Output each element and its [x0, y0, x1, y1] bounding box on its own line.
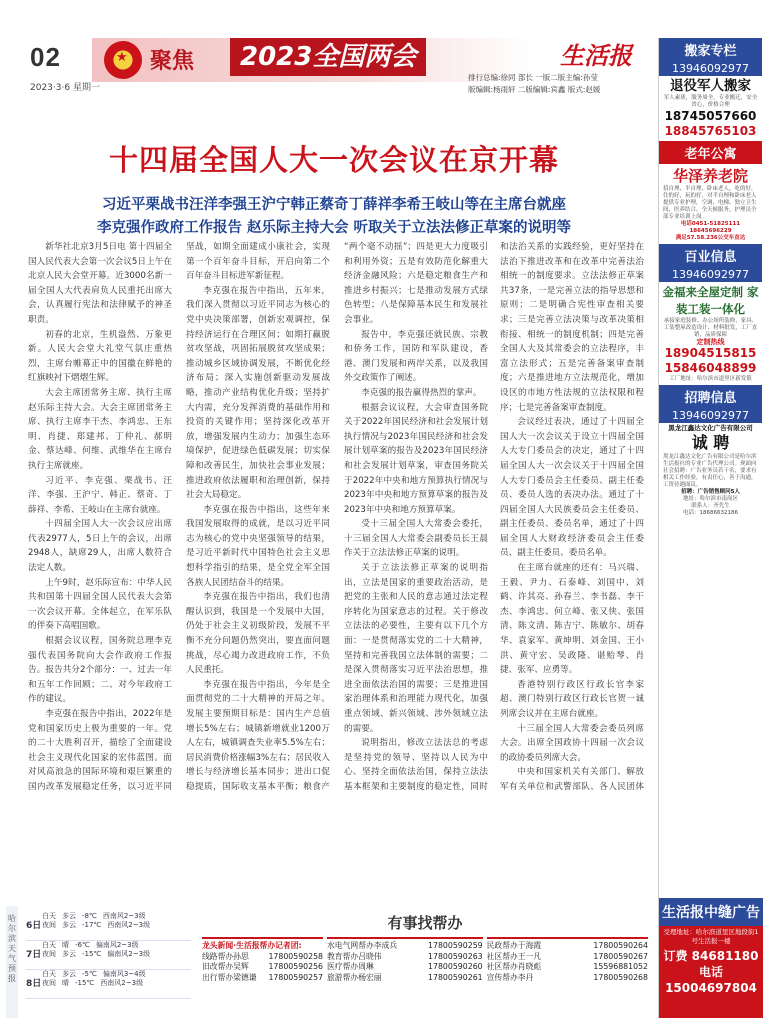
- article-column-4: 和法治关系的实践经验，更好坚持在法治下推进改革和在改革中完善法治相统一的制度要求。立法法修正草案共37条，一是完善立法的指导思想和原则；二是明确合宪性审查相关要求；三是完善立法决策与改革决策相衔接、相统一的制度机制；四是完善全国人大及其常委会的立法程序，丰富立法形式；五是完善备案审查制度；六是推进地方立法规范化，增加设区的市地方性法规的立法权限和程序；七是完善备案审查制度。 会议经过表决，通过了十四届全国人大一次会议关于设立十四届全国人大专门委员会的决定，通过了十四届全国人大一次会议关于十四届全国人大专门委员会主任委员、副主任委员、委员人选的表决办法。通过了十四届全国人大民族委员会主任委员、副主任委员、委员名单，通过了十四届全国人大财政经济委员会主任委员、副主任委员、委员名单。 在主席台就座的还有：马兴瑞、王毅、尹力、石泰峰、刘国中、刘鹤、许其亮、孙春兰、李书磊、李干杰、李鸿忠、何立峰、张又侠、张国清、陈文清、陈吉宁、陈敏尔、胡春华、袁家军、黄坤明、刘金国、王小洪、黄守宏、吴政隆、谌贻琴、肖捷、张军、应勇等。 香港特别行政区行政长官李家超、澳门特别行政区行政长官贺一诚列席会议并在主席台就座。 十三届全国人大常委会委员列席大会。出席全国政协十四届一次会议的政协委员列席大会。 中央和国家机关有关部门、解放军有关单位和武警部队、各人民团体: [500, 242, 644, 792]
- recruit-section-title: 招聘信息: [659, 385, 762, 408]
- headline-subtitle-1: 习近平栗战书汪洋李强王沪宁韩正蔡奇丁薛祥李希王岐山等在主席台就座: [102, 197, 566, 213]
- editors-credit: 排行总编:徐同 部长 一版二版主编:孙莹 版编辑:杨雨轩 二版编辑:宾鑫 版式:赵媛: [468, 73, 601, 94]
- article-column-2: 坚战，如期全面建成小康社会，实现第一个百年奋斗目标，开启向第二个百年奋斗目标进军新征程。 李克强在报告中指出，五年来，我们深入贯彻以习近平同志为核心的党中央决策部署，创新宏观调控，保持经济运行在合理区间；如期打赢脱贫攻坚战，巩固拓展脱贫攻坚成果；推动城乡区域协调发展，不断优化经济布局；深入实施创新驱动发展战略，推动产业结构优化升级；坚持扩大内需，充分发挥消费的基础作用和投资的关键作用；坚持深化改革开放，增强发展内生动力；加强生态环境保护，促进绿色低碳发展；切实保障和改善民生，加快社会事业发展；推进政府依法履职和治理创新，保持社会大局稳定。 李克强在报告中指出，这些年来我国发展取得的成就，是以习近平同志为核心的党中央坚强领导的结果，是习近平新时代中国特色社会主义思想科学指引的结果，是全党全军全国各族人民团结奋斗的结果。 李克强在报告中指出，我们也清醒认识到，我国是一个发展中大国，仍处于社会主义初级阶段，发展不平衡不充分问题仍然突出，要直面问题挑战，尽心竭力改进政府工作，不负人民重托。 李克强在报告中指出，今年是全面贯彻党的二十大精神的开局之年。发展主要预期目标是：国内生产总值增长5%左右；城镇新增就业1200万人左右，城镇调查失业率5.5%左右；居民消费价格涨幅3%左右；居民收入增长与经济增长基本同步；进出口促稳提质，国际收支基本平衡；粮食产: [186, 242, 330, 792]
- page-number: 02: [30, 42, 61, 72]
- bottom-section: [8, 906, 648, 1018]
- help-column: 龙头新闻·生活报帮办记者团: 线路帮办孙思 17800590258 旧改帮办吴辉 17800590256 出行帮办梁德谦 17800590257: [202, 937, 323, 983]
- recruit-ad: 黑龙江鑫达文化广告有限公司 诚 聘 黑龙江鑫达文化广告有限公司是哈尔滨生活报社的专业广告代理公司。现面向社会招聘：广告业务员若干名，要求有相关工作经验，有责任心，善于沟通，工资待遇面议。 招聘：广告销售顾问5人 地址：哈尔滨市南岗区 联系人：齐先生 电话：18686632186: [663, 424, 757, 516]
- article-column-1: 新华社北京3月5日电 第十四届全国人民代表大会第一次会议5日上午在北京人民大会堂开幕。近3000名新一届全国人大代表肩负人民重托出席大会，认真履行宪法和法律赋予的神圣职责。 初春的北京，生机盎然、万象更新。人民大会堂大礼堂气氛庄重热烈，主席台帷幕正中的国徽在鲜艳的红旗映衬下熠熠生辉。 大会主席团常务主席、执行主席赵乐际主持大会。大会主席团常务主席、执行主席李干杰、李鸿忠、王东明、肖捷、郑建邦、丁仲礼、郝明金、蔡达峰、何维、武维华在主席台执行主席就座。 习近平、李克强、栗战书、汪洋、李强、王沪宁、韩正、蔡奇、丁薛祥、李希、王岐山在主席台就座。 十四届全国人大一次会议应出席代表2977人，5日上午的会议，出席2948人，缺席29人，出席人数符合法定人数。 上午9时，赵乐际宣布：中华人民共和国第十四届全国人民代表大会第一次会议开幕。全体起立，在军乐队的伴奏下高唱国歌。 根据会议议程，国务院总理李克强代表国务院向大会作政府工作报告。报告共分2个部分：一、过去一年和五年工作回顾；二、对今年政府工作的建议。 李克强在报告中指出，2022年是党和国家历史上极为重要的一年。党的二十大胜利召开，描绘了全面建设社会主义现代化国家的宏伟蓝图。面对风高浪急的国际环境和艰巨繁重的国内改革发展稳定任务，以习近平同: [28, 242, 172, 792]
- article-column-3: “两个毫不动摇”；四是更大力度吸引和利用外资；五是有效防范化解重大经济金融风险；六是稳定粮食生产和推进乡村振兴；七是推动发展方式绿色转型；八是保障基本民生和发展社会事业。 报告中，李克强还就民族、宗教和侨务工作，国防和军队建设，香港、澳门发展和两岸关系，以及我国外交政策作了阐述。 李克强的报告赢得热烈的掌声。 根据会议议程，大会审查国务院关于2022年国民经济和社会发展计划执行情况与2023年国民经济和社会发展计划草案的报告及2023年国民经济和社会发展计划草案，审查国务院关于2022年中央和地方预算执行情况与2023年中央和地方预算草案的报告及2023年中央和地方预算草案。 受十三届全国人大常委会委托，十三届全国人大常委会副委员长王晨作关于立法法修正草案的说明。 关于立法法修正草案的说明指出，立法是国家的重要政治活动，是把党的主张和人民的意志通过法定程序转化为国家意志的过程。关于修改立法法的必要性，主要有以下几个方面：一是贯彻落实党的二十大精神，坚持和完善我国立法体制的需要；二是深入贯彻落实习近平法治思想，推进全面依法治国的需要；三是推进国家治理体系和治理能力现代化，加强重点领域、新兴领域、涉外领域立法的需要。 说明指出，修改立法法总的考虑是坚持党的领导、坚持以人民为中心、坚持全面依法治国，保持立法法基本框架和主要制度的稳定性，同时: [344, 242, 488, 792]
- headline-title: 十四届全国人大一次会议在京开幕: [108, 143, 559, 177]
- help-column: 民政帮办于海霞 17800590264 社区帮办王一凡 17800590267 社区帮办肖晓彪 15596881052 宣传帮办李丹 17800590268: [487, 937, 648, 983]
- article-body: [28, 240, 642, 796]
- help-title: 有事找帮办: [387, 914, 463, 932]
- info-section-title: 百业信息: [659, 244, 762, 267]
- moving-ad: 退役军人搬家 军人素质，服务周全，专业搬迁，安全省心，价格合理 18745057660 18845765103: [663, 78, 758, 138]
- page-header: [20, 32, 648, 94]
- focus-label: 聚焦: [150, 49, 195, 74]
- newspaper-brand: 生活报: [560, 41, 632, 70]
- help-desk: [202, 906, 648, 983]
- weather-day: 8日 白天 多云 -5℃ 偏南风3~4级 夜间 晴 -15℃ 西南风2~3级: [26, 970, 191, 999]
- weather-day: 6日 白天 多云 -8℃ 西南风2~3级 夜间 多云 -17℃ 西南风2~3级: [26, 912, 191, 941]
- weather-day: 7日 白天 晴 -6℃ 偏南风2~3级 夜间 多云 -15℃ 偏南风2~3级: [26, 941, 191, 970]
- page-date: 2023·3·6 星期一: [30, 83, 100, 93]
- moving-section-title: 搬家专栏: [659, 38, 762, 61]
- footer-ad: 生活报中缝广告 受理地址：哈尔滨道里区地段街1号生活报一楼 订费 84681180 电话 15004697804: [659, 898, 763, 1018]
- emblem-icon: ★: [104, 41, 142, 79]
- decor-ad: 金福来全屋定制 家装工装一体化 承接家庭装修、办公场所装修，家具、工装整屋改造设计、材料批发，工厂直销，品质保障 定制热线 18904515815 15846048899 工厂地址：哈尔滨市道里区新发镇: [662, 285, 759, 382]
- elderly-ad: 华泽养老院 招自理、半自理、卧床老人，吃的好，住的好，玩的好，对半自理和卧床老人提供专业护理，空调、电梯、独立卫生间，医养结合，全天候服务，护理员全部专业培训上岗。 电话0451-51825111 18645696229 满足57.58.236公交车直达: [663, 167, 757, 241]
- headline-subtitle-2: 李克强作政府工作报告 赵乐际主持大会 听取关于立法法修正草案的说明等: [96, 220, 572, 236]
- weather-side-label: 哈尔滨天气预报: [6, 906, 18, 1018]
- classified-ads-column: 搬家专栏 13946092977 退役军人搬家 军人素质，服务周全，专业搬迁，安全省心，价格合理 18745057660 18845765103 老年公寓 华泽养老院 招自理、半自理、卧床老人，吃的好，住的好，玩的好，对半自理和卧床老人提供专业护理，空调、电梯、独立卫生间，医养结合，全天候服务，护理员全部专业培训上岗。 电话0451-51825111 18645696229 满足57.58.236公交车直达 百业信息 13946092977 金福来全屋定制 家装工装一体化 承接家庭装修、办公场所装修，家具、工装整屋改造设计、材料批发，工厂直销，品质保障 定制热线 18904515815 15846048899 工厂地址：哈尔滨市道里区新发镇 招聘信息 13946092977 黑龙江鑫达文化广告有限公司 诚 聘 黑龙江鑫达文化广告有限公司是哈尔滨生活报社的专业广告代理公司。现面向社会招聘：广告业务员若干名，要求有相关工作经验，有责任心，善于沟通，工资待遇面议。 招聘：广告销售顾问5人 地址：哈尔滨市南岗区 联系人：齐先生 电话：18686632186 生活报中缝广告 受理地址：哈尔滨道里区地段街1号生活报一楼 订费 84681180 电话 15004697804: [658, 38, 762, 1018]
- weather-forecast: [26, 912, 191, 999]
- elderly-section-title: 老年公寓: [659, 141, 762, 164]
- help-column: 水电气网帮办李成兵 17800590259 教育帮办吕晓伟 17800590263 医疗帮办周琳 17800590260 旅游帮办杨宏丽 17800590261: [327, 937, 483, 983]
- focus-title: 2023全国两会: [230, 38, 426, 76]
